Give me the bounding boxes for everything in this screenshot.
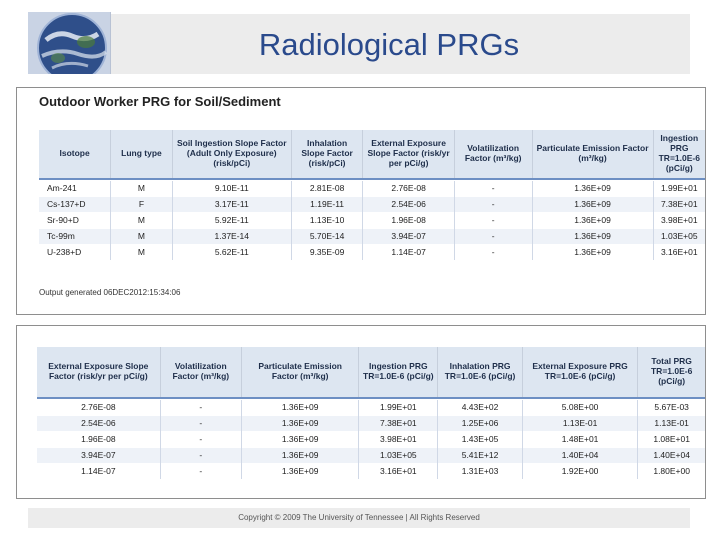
table-cell: 5.70E-14 xyxy=(291,229,363,245)
table-cell: 1.43E+05 xyxy=(438,432,523,448)
table-cell: 1.25E+06 xyxy=(438,416,523,432)
table-row xyxy=(37,448,705,464)
table-cell: 5.62E-11 xyxy=(172,245,291,261)
panel-heading: Outdoor Worker PRG for Soil/Sediment xyxy=(39,94,281,109)
table-cell: 1.14E-07 xyxy=(363,245,454,261)
column-header: Particulate Emission Factor (m³/kg) xyxy=(241,347,359,397)
table-cell: 1.36E+09 xyxy=(241,464,359,480)
table-cell: 7.38E+01 xyxy=(359,416,438,432)
table-row xyxy=(39,181,705,197)
column-header: Ingestion PRG TR=1.0E-6 (pCi/g) xyxy=(359,347,438,397)
table-row xyxy=(39,213,705,229)
title-bar xyxy=(28,14,690,74)
table-cell: 1.13E-10 xyxy=(291,213,363,229)
column-header: Particulate Emission Factor (m³/kg) xyxy=(532,130,653,178)
slide-title: Radiological PRGs xyxy=(258,27,520,62)
table-cell: - xyxy=(160,400,241,416)
table-cell: 7.38E+01 xyxy=(653,197,705,213)
table-cell: 1.99E+01 xyxy=(653,181,705,197)
table-cell: 2.54E-06 xyxy=(37,416,160,432)
column-header: Inhalation PRG TR=1.0E-6 (pCi/g) xyxy=(438,347,523,397)
table-cell: 1.19E-11 xyxy=(291,197,363,213)
table-cell: 3.17E-11 xyxy=(172,197,291,213)
isotope-cell: Cs-137+D xyxy=(39,197,111,213)
table-cell: 2.76E-08 xyxy=(37,400,160,416)
copyright-footer: Copyright © 2009 The University of Tennessee | All Rights Reserved xyxy=(28,508,690,528)
table-cell: - xyxy=(454,245,532,261)
table-cell: 1.14E-07 xyxy=(37,464,160,480)
table-row xyxy=(37,416,705,432)
table-cell: 1.96E-08 xyxy=(37,432,160,448)
isotope-cell: Am-241 xyxy=(39,181,111,197)
table-cell: 1.36E+09 xyxy=(532,197,653,213)
table-cell: 1.36E+09 xyxy=(532,213,653,229)
table-cell: 3.94E-07 xyxy=(37,448,160,464)
table-cell: 5.08E+00 xyxy=(522,400,637,416)
table-cell: 1.36E+09 xyxy=(532,245,653,261)
table-cell: 1.36E+09 xyxy=(532,229,653,245)
table-cell: - xyxy=(160,448,241,464)
table-cell: 1.03E+05 xyxy=(359,448,438,464)
worker-prg-panel xyxy=(16,87,706,315)
isotope-cell: Tc-99m xyxy=(39,229,111,245)
table-row xyxy=(39,229,705,245)
table-cell: 1.36E+09 xyxy=(241,416,359,432)
table-row xyxy=(37,464,705,480)
table-cell: - xyxy=(160,416,241,432)
table-cell: 1.36E+09 xyxy=(241,448,359,464)
column-header: Volatilization Factor (m³/kg) xyxy=(160,347,241,397)
table-cell: 3.98E+01 xyxy=(359,432,438,448)
output-timestamp: Output generated 06DEC2012:15:34:06 xyxy=(39,288,181,297)
table-cell: 1.31E+03 xyxy=(438,464,523,480)
table-cell: - xyxy=(454,197,532,213)
column-header: Ingestion PRG TR=1.0E-6 (pCi/g) xyxy=(653,130,705,178)
table-cell: 1.13E-01 xyxy=(522,416,637,432)
table-cell: 1.40E+04 xyxy=(638,448,705,464)
column-header: External Exposure PRG TR=1.0E-6 (pCi/g) xyxy=(522,347,637,397)
satellite-globe-logo xyxy=(28,12,111,74)
table-row xyxy=(37,400,705,416)
table-cell: 5.41E+12 xyxy=(438,448,523,464)
table-cell: - xyxy=(160,432,241,448)
table-cell: 1.99E+01 xyxy=(359,400,438,416)
table-cell: 1.40E+04 xyxy=(522,448,637,464)
table-cell: M xyxy=(111,181,173,197)
table-cell: 1.36E+09 xyxy=(241,400,359,416)
worker-prg-table xyxy=(39,130,705,260)
column-header: External Exposure Slope Factor (risk/yr per pCi/g) xyxy=(363,130,454,178)
table-row xyxy=(39,197,705,213)
table-cell: - xyxy=(160,464,241,480)
table-cell: 1.48E+01 xyxy=(522,432,637,448)
table-cell: - xyxy=(454,181,532,197)
column-header: Inhalation Slope Factor (risk/pCi) xyxy=(291,130,363,178)
table-cell: 1.36E+09 xyxy=(532,181,653,197)
column-header: Lung type xyxy=(111,130,173,178)
table-row xyxy=(39,245,705,261)
table-cell: 1.03E+05 xyxy=(653,229,705,245)
table-cell: 3.98E+01 xyxy=(653,213,705,229)
table-cell: 1.92E+00 xyxy=(522,464,637,480)
table-cell: 9.35E-09 xyxy=(291,245,363,261)
table-cell: 9.10E-11 xyxy=(172,181,291,197)
column-header: Isotope xyxy=(39,130,111,178)
table-cell: 1.08E+01 xyxy=(638,432,705,448)
table-cell: 3.16E+01 xyxy=(653,245,705,261)
column-header: Volatilization Factor (m³/kg) xyxy=(454,130,532,178)
table-cell: 1.36E+09 xyxy=(241,432,359,448)
table-cell: 5.92E-11 xyxy=(172,213,291,229)
table-cell: 1.96E-08 xyxy=(363,213,454,229)
table-cell: 2.54E-06 xyxy=(363,197,454,213)
column-header: Total PRG TR=1.0E-6 (pCi/g) xyxy=(638,347,705,397)
table-cell: - xyxy=(454,213,532,229)
table-cell: M xyxy=(111,213,173,229)
table-cell: 2.81E-08 xyxy=(291,181,363,197)
table-cell: 3.16E+01 xyxy=(359,464,438,480)
table-cell: 3.94E-07 xyxy=(363,229,454,245)
table-cell: - xyxy=(454,229,532,245)
table-cell: 1.80E+00 xyxy=(638,464,705,480)
table-row xyxy=(37,432,705,448)
table-cell: 2.76E-08 xyxy=(363,181,454,197)
table-cell: 1.13E-01 xyxy=(638,416,705,432)
table-cell: M xyxy=(111,229,173,245)
table-cell: M xyxy=(111,245,173,261)
table-cell: 4.43E+02 xyxy=(438,400,523,416)
column-header: External Exposure Slope Factor (risk/yr per pCi/g) xyxy=(37,347,160,397)
isotope-cell: Sr-90+D xyxy=(39,213,111,229)
table-cell: F xyxy=(111,197,173,213)
table-cell: 1.37E-14 xyxy=(172,229,291,245)
column-header: Soil Ingestion Slope Factor (Adult Only Exposure) (risk/pCi) xyxy=(172,130,291,178)
prg-results-panel xyxy=(16,325,706,499)
isotope-cell: U-238+D xyxy=(39,245,111,261)
prg-results-table xyxy=(37,347,705,479)
table-cell: 5.67E-03 xyxy=(638,400,705,416)
